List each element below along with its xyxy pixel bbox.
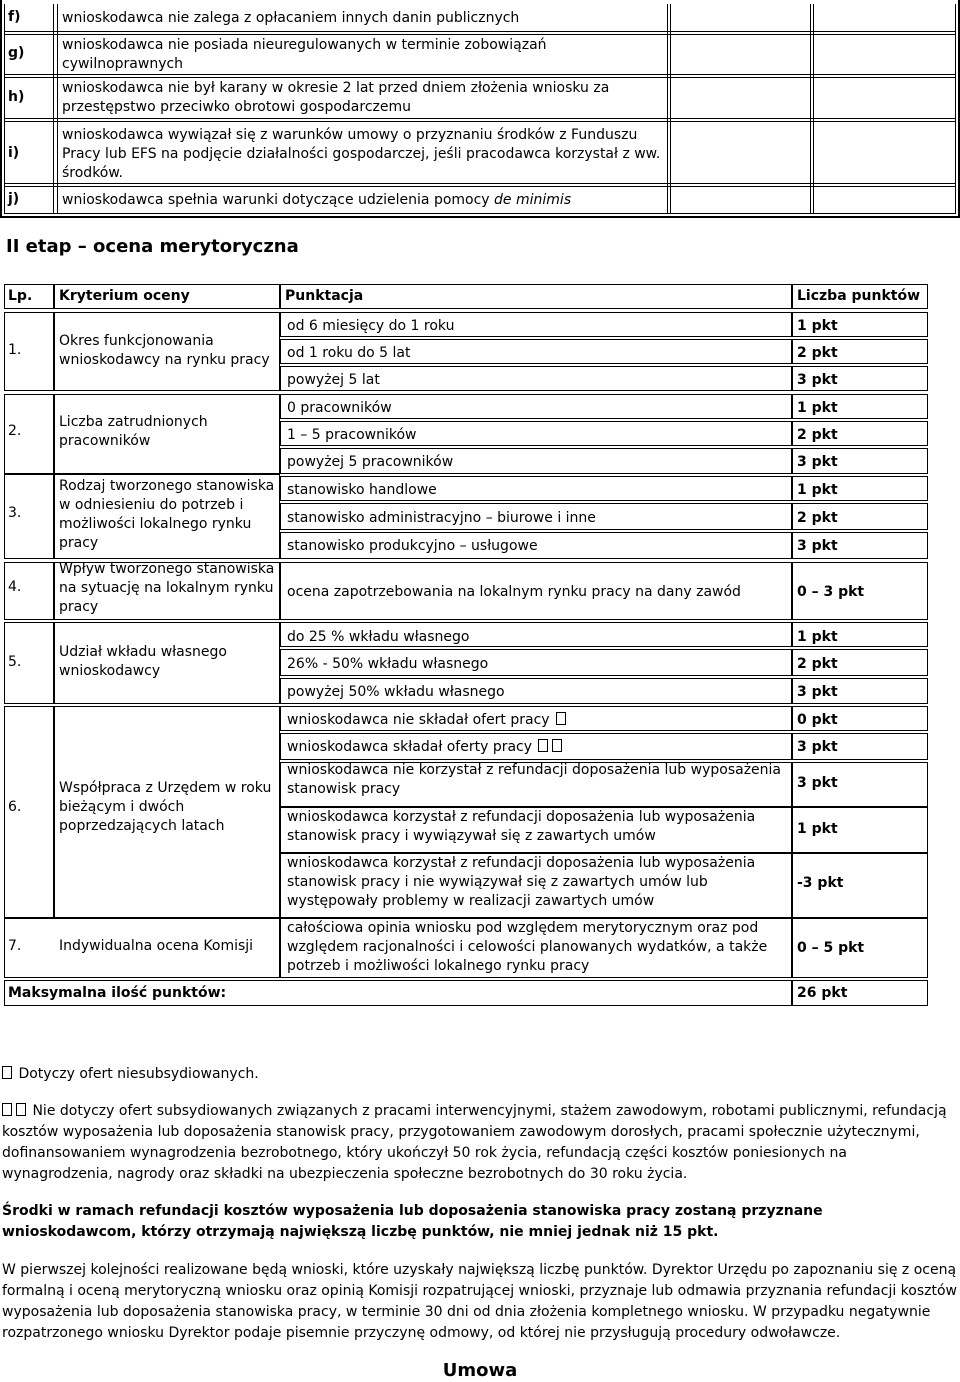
criterion-letter: i) — [8, 145, 20, 161]
scoring-points: 3 pkt — [797, 739, 838, 755]
criterion-italic-term: de minimis — [494, 192, 572, 208]
group-criterion: Indywidualna ocena Komisji — [59, 938, 254, 954]
scoring-label: stanowisko produkcyjno – usługowe — [287, 538, 538, 554]
scoring-points: 3 pkt — [797, 372, 838, 388]
footnote-symbol-icon — [552, 739, 562, 752]
footnote-symbol-icon — [538, 739, 548, 752]
group-lp: 1. — [8, 342, 22, 358]
scoring-label: wnioskodawca nie składał ofert pracy — [287, 711, 787, 730]
group-criterion: Liczba zatrudnionych pracowników — [59, 414, 208, 449]
footnote-1: Dotyczy ofert niesubsydiowanych. — [2, 1064, 958, 1085]
max-points-value: 26 pkt — [797, 985, 848, 1001]
scoring-label: powyżej 5 lat — [287, 372, 380, 388]
scoring-points: 1 pkt — [797, 821, 838, 837]
group-criterion: Udział wkładu własnego wnioskodawcy — [59, 644, 227, 679]
footnote-symbol-icon — [2, 1103, 12, 1116]
criteria-table-top — [0, 0, 960, 218]
scoring-label: wnioskodawca nie korzystał z refundacji doposażenia lub wyposażenia stanowisk pracy — [287, 762, 781, 797]
scoring-label: ocena zapotrzebowania na lokalnym rynku pracy na dany zawód — [287, 584, 741, 600]
scoring-points: 1 pkt — [797, 629, 838, 645]
scoring-points: 1 pkt — [797, 318, 838, 334]
scoring-label: powyżej 5 pracowników — [287, 454, 454, 470]
header-criterion: Kryterium oceny — [59, 288, 190, 304]
footnote-symbol-icon — [16, 1103, 26, 1116]
header-lp: Lp. — [8, 288, 33, 304]
group-criterion: Okres funkcjonowania wnioskodawcy na rynku pracy — [59, 333, 270, 368]
criterion-text: wnioskodawca nie zalega z opłacaniem innych danin publicznych — [62, 10, 520, 26]
scoring-points: 2 pkt — [797, 510, 838, 526]
scoring-points: 2 pkt — [797, 345, 838, 361]
umowa-heading: Umowa — [442, 1360, 518, 1381]
criterion-text: wnioskodawca spełnia warunki dotyczące udzielenia pomocy de minimis — [62, 192, 572, 208]
criterion-letter: g) — [8, 45, 25, 61]
scoring-points: 0 – 5 pkt — [797, 940, 865, 956]
footnote-2: Nie dotyczy ofert subsydiowanych związanych z pracami interwencyjnymi, stażem zawodowym, robotami publicznymi, refundacją kosztów wyposażenia lub doposażenia stanowisk pracy, przygotowaniem zawodowym dorosłych, pracami społecznie użytecznymi, dofinansowaniem wynagrodzenia bezrobotnego, który ukończył 50 rok życia, refundacją części kosztów poniesionych na wynagrodzenia, nagrody oraz składki na ubezpieczenia społeczne bezrobotnych do 30 roku życia. — [2, 1103, 947, 1182]
footnote-symbol-icon — [2, 1066, 12, 1079]
group-criterion: Wpływ tworzonego stanowiska na sytuację na lokalnym rynku pracy — [59, 561, 275, 615]
scoring-points: 2 pkt — [797, 656, 838, 672]
scoring-label: od 6 miesięcy do 1 roku — [287, 318, 455, 334]
scoring-label: 1 – 5 pracowników — [287, 427, 417, 443]
scoring-label: całościowa opinia wniosku pod względem merytorycznym oraz pod względem racjonalności i celowości planowanych wydatków, a także potrzeb i możliwości lokalnego rynku pracy — [287, 920, 768, 974]
scoring-label: wnioskodawca korzystał z refundacji doposażenia lub wyposażenia stanowisk pracy i nie wywiązywał się z zawartych umów lub występowały problemy w realizacji zawartych umów — [287, 855, 756, 909]
scoring-label: wnioskodawca korzystał z refundacji doposażenia lub wyposażenia stanowisk pracy i wywiązywał się z zawartych umów — [287, 809, 756, 844]
footnote-symbol-icon — [556, 712, 566, 725]
scoring-points: -3 pkt — [797, 875, 844, 891]
criterion-text: wnioskodawca nie był karany w okresie 2 lat przed dniem złożenia wniosku za przestępstwo przeciwko obrotowi gospodarczemu — [62, 80, 610, 115]
scoring-points: 0 – 3 pkt — [797, 584, 865, 600]
footnote-marker — [556, 712, 568, 728]
scoring-points: 3 pkt — [797, 538, 838, 554]
scoring-label: stanowisko administracyjno – biurowe i inne — [287, 510, 596, 526]
criterion-letter: f) — [8, 9, 21, 25]
scoring-label: 0 pracowników — [287, 400, 392, 416]
closing-paragraph: W pierwszej kolejności realizowane będą wnioski, które uzyskały największą liczbę punktów. Dyrektor Urzędu po zapoznaniu się z oceną formalną i oceną merytoryczną wniosku oraz opinią Komisji rozpatrującej wnioski, przyznaje lub odmawia przyznania refundacji kosztów wyposażenia lub doposażenia stanowiska pracy, w terminie 30 dni od dnia złożenia kompletnego wniosku. W przypadku negatywnie rozpatrzonego wniosku Dyrektor podaje pisemnie przyczynę odmowy, od której nie przysługują procedury odwoławcze. — [2, 1262, 957, 1341]
group-lp: 7. — [8, 938, 22, 954]
header-points: Liczba punktów — [797, 288, 921, 304]
bold-statement: Środki w ramach refundacji kosztów wyposażenia lub doposażenia stanowiska pracy zostaną przyznane wnioskodawcom, którzy otrzymają największą liczbę punktów, nie mniej jednak niż 15 pkt. — [2, 1203, 823, 1240]
scoring-label: 26% - 50% wkładu własnego — [287, 656, 489, 672]
scoring-points: 3 pkt — [797, 454, 838, 470]
max-points-label: Maksymalna ilość punktów: — [8, 985, 227, 1001]
scoring-label: stanowisko handlowe — [287, 482, 437, 498]
scoring-label: do 25 % wkładu własnego — [287, 629, 470, 645]
group-lp: 4. — [8, 579, 22, 595]
scoring-points: 1 pkt — [797, 482, 838, 498]
scoring-points: 3 pkt — [797, 684, 838, 700]
section-heading: II etap – ocena merytoryczna — [6, 236, 299, 257]
scoring-label: wnioskodawca składał oferty pracy — [287, 738, 787, 757]
criterion-text: wnioskodawca wywiązał się z warunków umowy o przyznaniu środków z Funduszu Pracy lub EFS na podjęcie działalności gospodarczej, jeśli pracodawca korzystał z ww. środków. — [62, 127, 661, 181]
scoring-label: od 1 roku do 5 lat — [287, 345, 411, 361]
criterion-letter: h) — [8, 89, 25, 105]
scoring-points: 1 pkt — [797, 400, 838, 416]
group-criterion: Rodzaj tworzonego stanowiska w odniesieniu do potrzeb i możliwości lokalnego rynku pracy — [59, 478, 275, 551]
footnote-marker — [538, 739, 564, 755]
header-scoring: Punktacja — [285, 288, 364, 304]
scoring-points: 0 pkt — [797, 712, 838, 728]
group-lp: 2. — [8, 423, 22, 439]
scoring-points: 3 pkt — [797, 775, 838, 791]
group-lp: 5. — [8, 654, 22, 670]
group-lp: 3. — [8, 505, 22, 521]
scoring-label: powyżej 50% wkładu własnego — [287, 684, 505, 700]
scoring-points: 2 pkt — [797, 427, 838, 443]
criterion-letter: j) — [8, 191, 20, 207]
group-lp: 6. — [8, 799, 22, 815]
scoring-table — [0, 282, 960, 1010]
criterion-text: wnioskodawca nie posiada nieuregulowanych w terminie zobowiązań cywilnoprawnych — [62, 37, 547, 72]
group-criterion: Współpraca z Urzędem w roku bieżącym i dwóch poprzedzających latach — [59, 780, 272, 834]
